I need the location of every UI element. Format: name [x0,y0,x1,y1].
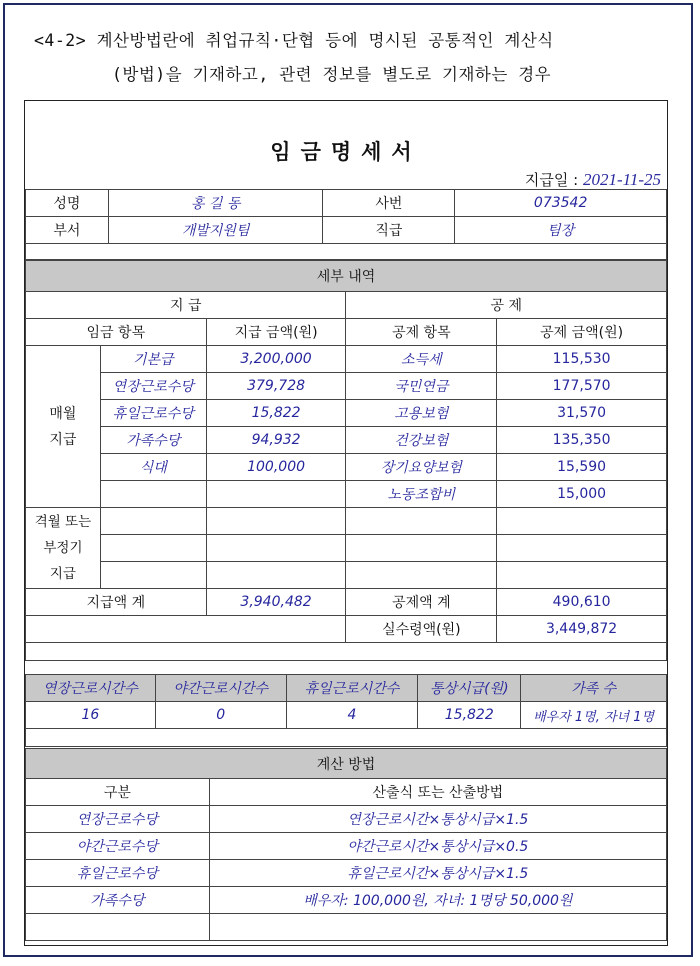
empty-cell [346,562,497,589]
pay-item: 연장근로수당 [100,373,206,400]
pay-item: 기본급 [100,346,206,373]
hours-table [25,674,667,747]
pay-amount: 379,728 [206,373,346,400]
pay-date [525,169,661,190]
irregular-label-1: 격월 또는 [34,514,92,530]
total-pay-label: 지급액 계 [26,589,207,616]
calc-type: 가족수당 [26,887,210,914]
empty-cell [346,535,497,562]
empty-cell [209,914,666,941]
empty-cell [206,562,346,589]
caption-line-2: (방법)을 기재하고, 관련 정보를 별도로 기재하는 경우 [112,65,552,84]
calc-section-title: 계산 방법 [26,749,667,779]
deduct-amount: 15,000 [497,481,667,508]
hours-value: 배우자 1명, 자녀 1명 [521,702,667,729]
total-deduct-label: 공제액 계 [346,589,497,616]
empty-cell [206,508,346,535]
pay-amount: 100,000 [206,454,346,481]
calc-col1-header: 구분 [26,779,210,806]
empty-cell [497,508,667,535]
hours-value: 4 [286,702,418,729]
deduct-item: 국민연금 [346,373,497,400]
pay-item: 휴일근로수당 [100,400,206,427]
deduct-amount: 115,530 [497,346,667,373]
deduct-item: 장기요양보험 [346,454,497,481]
calc-table [25,748,667,941]
pay-amount [206,481,346,508]
irregular-label-3: 지급 [49,566,76,582]
dept-value: 개발지원팀 [108,217,323,244]
deduct-amount: 177,570 [497,373,667,400]
net-pay-label: 실수령액(원) [346,616,497,643]
total-pay-value: 3,940,482 [206,589,346,616]
pay-amount: 3,200,000 [206,346,346,373]
deduct-amount: 135,350 [497,427,667,454]
hours-header: 야간근로시간수 [155,675,286,702]
caption-line-1: <4-2> 계산방법란에 취업규칙·단협 등에 명시된 공통적인 계산식 [34,31,554,50]
deduct-item-header: 공제 항목 [346,319,497,346]
pay-amount: 94,932 [206,427,346,454]
pay-item [100,481,206,508]
hours-header: 통상시급(원) [418,675,521,702]
hours-header: 휴일근로시간수 [286,675,418,702]
empty-cell [206,535,346,562]
pay-amount: 15,822 [206,400,346,427]
empty-cell [26,616,346,643]
position-value: 팀장 [455,217,667,244]
pay-amount-header: 지급 금액(원) [206,319,346,346]
empty-cell [26,914,210,941]
calc-type: 연장근로수당 [26,806,210,833]
monthly-label-1: 매월 [49,405,77,422]
id-label: 사번 [323,190,455,217]
total-deduct-value: 490,610 [497,589,667,616]
dept-label: 부서 [26,217,109,244]
empty-cell [497,562,667,589]
caption [34,24,684,92]
employee-table [25,189,667,260]
document-title: 임금명세서 [270,140,422,164]
empty-cell [100,508,206,535]
monthly-pay-label [26,346,101,508]
pay-date-value: 2021-11-25 [582,170,661,189]
empty-cell [497,535,667,562]
spacer-row [26,244,667,260]
calc-col2-header: 산출식 또는 산출방법 [209,779,666,806]
name-value: 홍 길 동 [108,190,323,217]
deduct-item: 고용보험 [346,400,497,427]
details-section-title: 세부 내역 [26,261,667,292]
irregular-label-2: 부정기 [43,540,83,556]
hours-value: 0 [155,702,286,729]
pay-date-label: 지급일 : [524,171,579,189]
calc-type: 야간근로수당 [26,833,210,860]
deduct-amount: 15,590 [497,454,667,481]
pay-statement [24,100,668,946]
pay-item-header: 임금 항목 [26,319,207,346]
irregular-pay-label [26,508,101,589]
hours-value: 15,822 [418,702,521,729]
deduct-item: 노동조합비 [346,481,497,508]
empty-cell [100,562,206,589]
pay-header: 지 급 [26,292,346,319]
id-value: 073542 [455,190,667,217]
pay-item: 식대 [100,454,206,481]
spacer-row [26,729,667,747]
calc-formula: 연장근로시간×통상시급×1.5 [209,806,666,833]
calc-formula: 야간근로시간×통상시급×0.5 [209,833,666,860]
calc-formula: 배우자: 100,000원, 자녀: 1명당 50,000원 [209,887,666,914]
deduct-amount: 31,570 [497,400,667,427]
deduct-item: 건강보험 [346,427,497,454]
calc-formula: 휴일근로시간×통상시급×1.5 [209,860,666,887]
position-label: 직급 [323,217,455,244]
empty-cell [346,508,497,535]
calc-type: 휴일근로수당 [26,860,210,887]
empty-cell [100,535,206,562]
deduct-item: 소득세 [346,346,497,373]
name-label: 성명 [26,190,109,217]
pay-item: 가족수당 [100,427,206,454]
deduct-amount-header: 공제 금액(원) [497,319,667,346]
monthly-label-2: 지급 [49,431,77,448]
details-table [25,260,667,661]
hours-header: 가족 수 [521,675,667,702]
hours-header: 연장근로시간수 [26,675,156,702]
spacer-row [26,643,667,661]
hours-value: 16 [26,702,156,729]
net-pay-value: 3,449,872 [497,616,667,643]
deduct-header: 공 제 [346,292,667,319]
